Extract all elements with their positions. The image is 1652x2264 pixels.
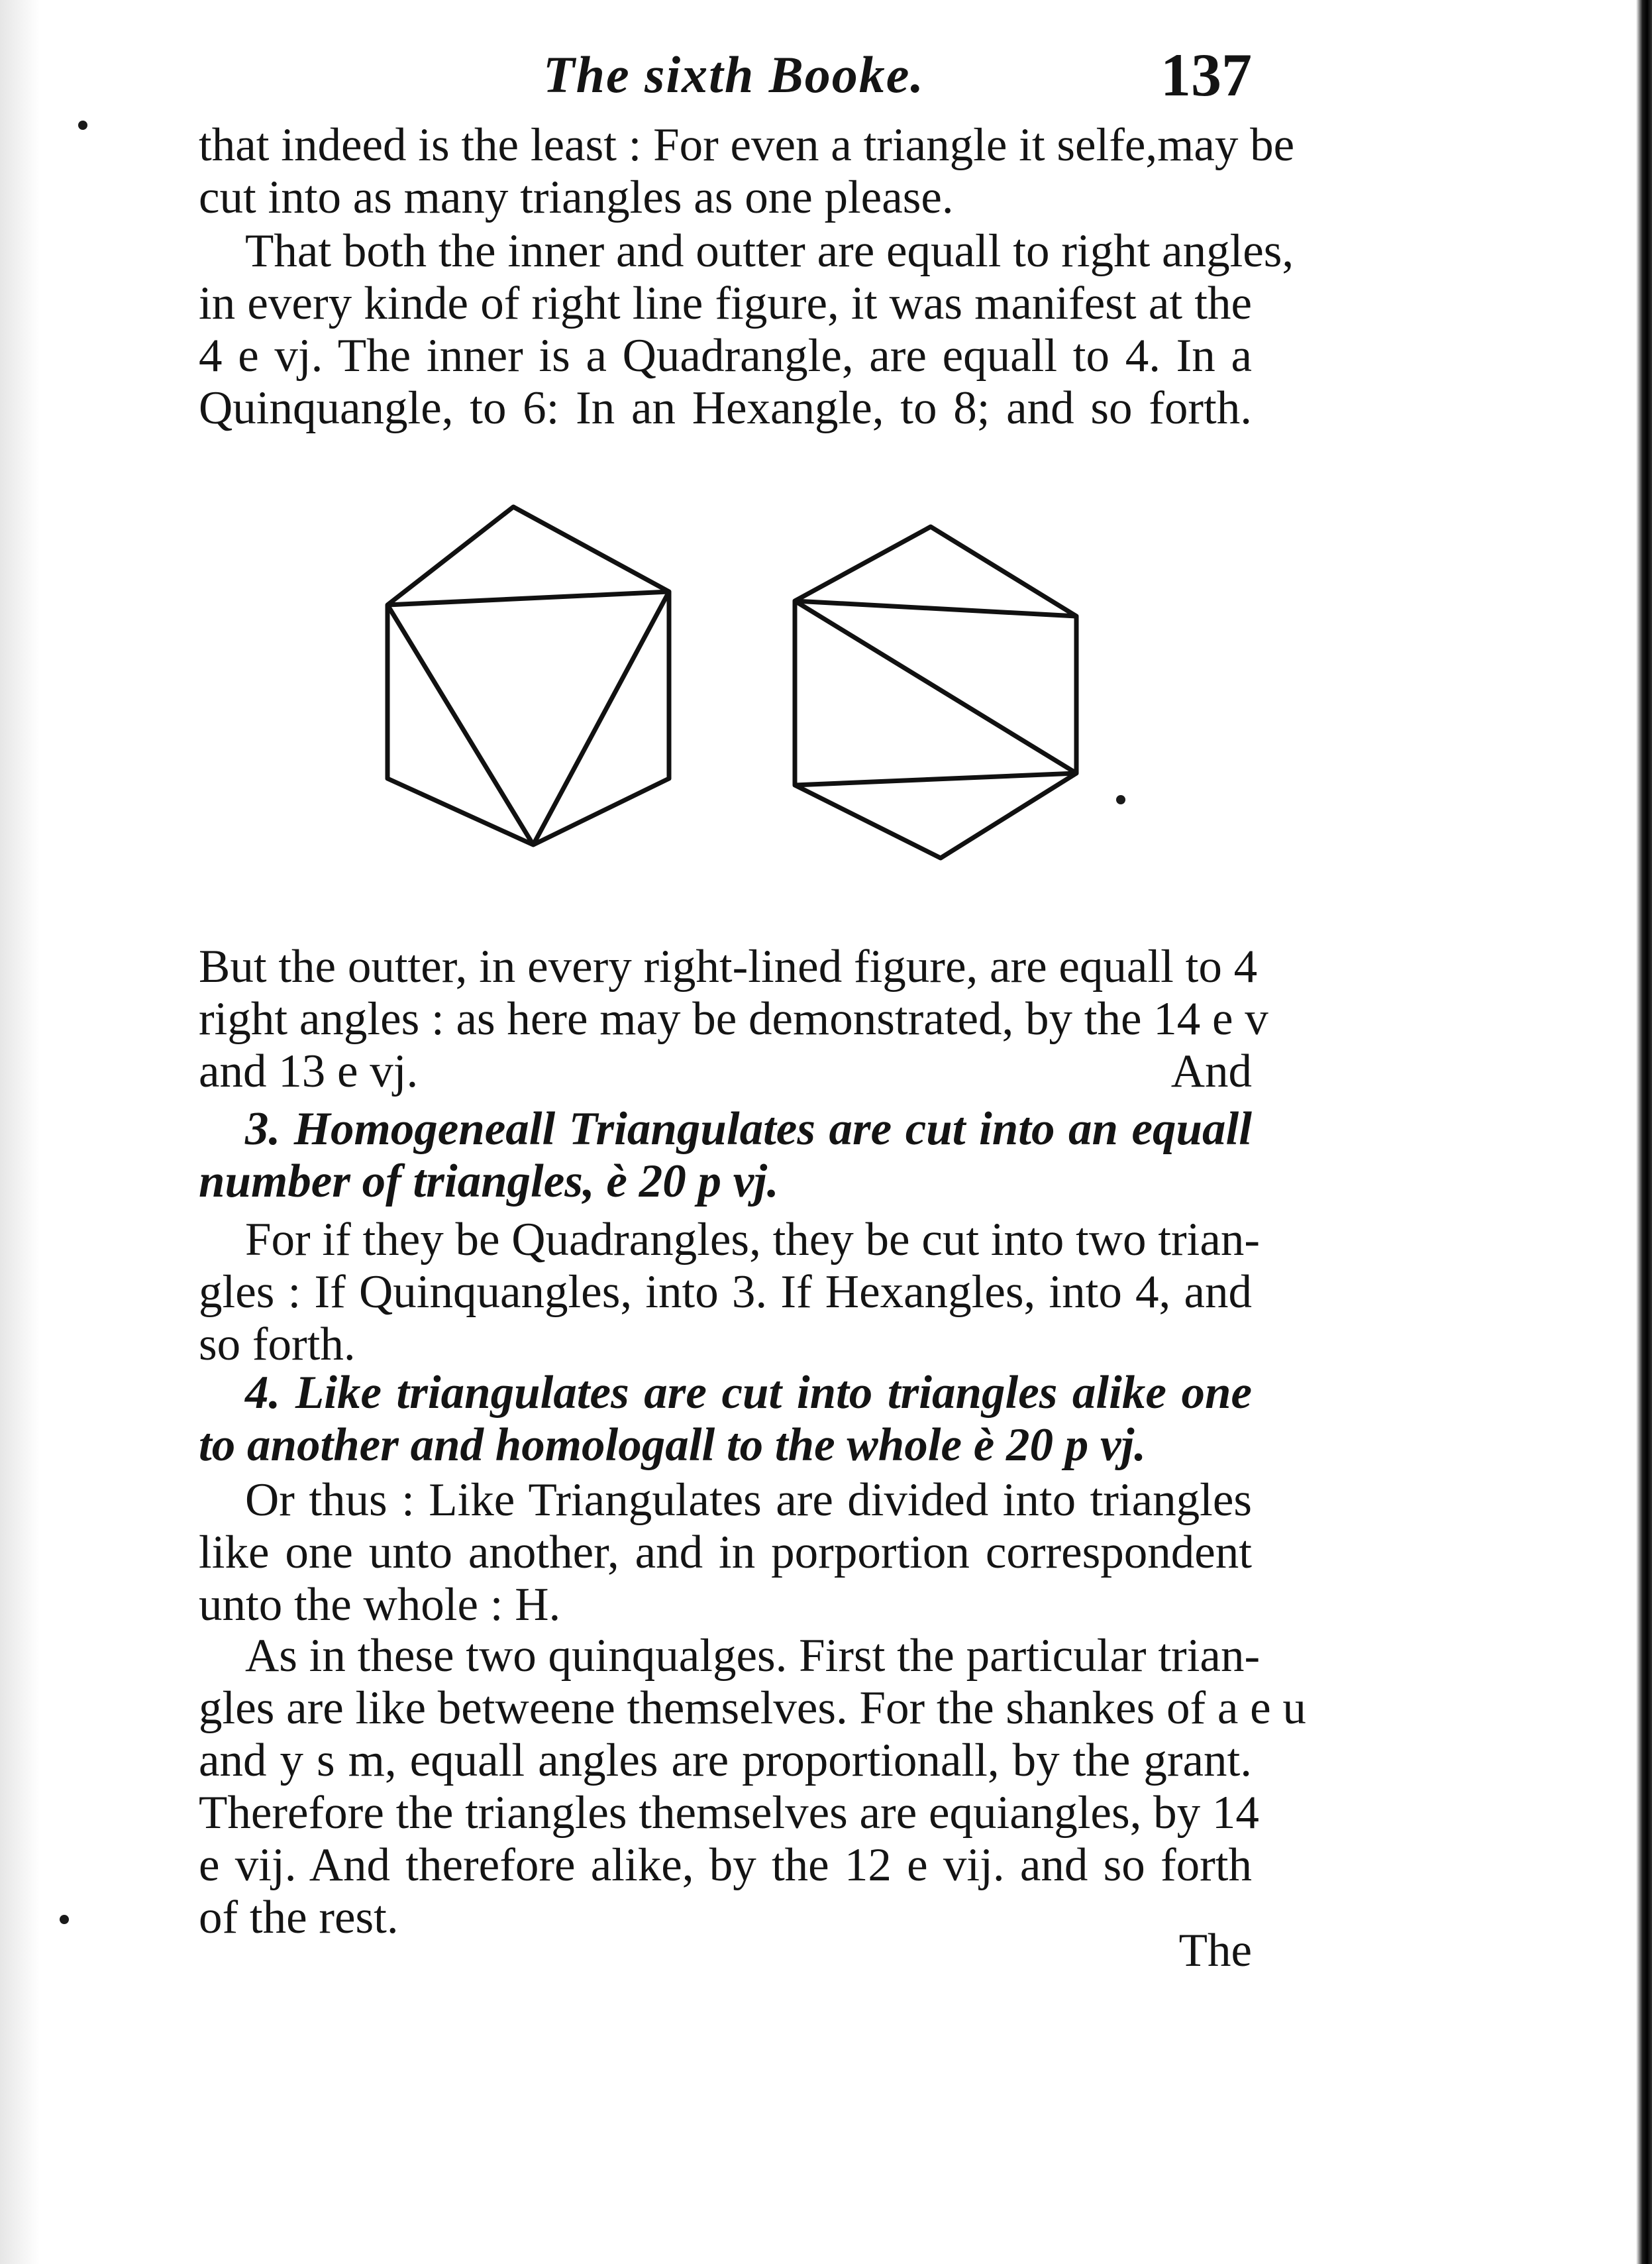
text-line: 3. Homogeneall Triangulates are cut into an equall [245, 1103, 1252, 1155]
text-line: gles are like betweene themselves. For the shankes of a e u [199, 1682, 1306, 1734]
text-line-left: and 13 e vj. [199, 1046, 419, 1097]
text-line: that indeed is the least : For even a triangle it selfe,may be [199, 119, 1295, 171]
text-line: Therefore the triangles themselves are equiangles, by 14 [199, 1787, 1259, 1839]
ink-speck [1116, 795, 1125, 804]
text-line: Or thus : Like Triangulates are divided into triangles [245, 1474, 1252, 1526]
catchword-the: The [1178, 1925, 1252, 1976]
page-edge-right [1636, 0, 1652, 2264]
paragraph-continuation [199, 119, 1295, 224]
text-line: For if they be Quadrangles, they be cut into two trian- [245, 1214, 1261, 1266]
text-line: As in these two quinqualges. First the particular trian- [245, 1630, 1261, 1682]
paragraph-inner-outer [199, 225, 1294, 435]
text-line: so forth. [199, 1319, 356, 1370]
page-number: 137 [1161, 41, 1252, 109]
proposition-3 [199, 1103, 1252, 1208]
page-header [199, 40, 1252, 113]
text-line: Quinquangle, to 6: In an Hexangle, to 8; and so forth. [199, 382, 1252, 434]
text-line: But the outter, in every right-lined figure, are equall to 4 [199, 941, 1258, 993]
proposition-4 [199, 1367, 1252, 1472]
ink-speck [60, 1915, 69, 1924]
text-line: of the rest. [199, 1892, 399, 1943]
catchword-and: And [1170, 1046, 1252, 1097]
hexagon-right [795, 527, 1076, 858]
text-line: to another and homologall to the whole è 20 p vj. [199, 1419, 1146, 1471]
hexagon-left [387, 507, 669, 845]
text-line: That both the inner and outter are equall to right angles, [245, 225, 1294, 277]
text-line: number of triangles, è 20 p vj. [199, 1156, 779, 1207]
text-line: e vij. And therefore alike, by the 12 e vij. and so forth [199, 1839, 1252, 1891]
text-line: 4 e vj. The inner is a Quadrangle, are equall to 4. In a [199, 330, 1252, 382]
paragraph-homogeneall [199, 1214, 1261, 1371]
paragraph-quinqualges [199, 1630, 1306, 1944]
text-line: gles : If Quinquangles, into 3. If Hexangles, into 4, and [199, 1266, 1252, 1318]
hexagon-figures [371, 500, 1219, 878]
text-line: right angles : as here may be demonstrated, by the 14 e v [199, 993, 1268, 1045]
paragraph-or-thus [199, 1474, 1252, 1631]
text-line: like one unto another, and in porportion correspondent [199, 1527, 1252, 1578]
paragraph-outter-angles [199, 941, 1268, 1098]
text-line: 4. Like triangulates are cut into triangles alike one [245, 1367, 1252, 1419]
text-line: and y s m, equall angles are proportionall, by the grant. [199, 1735, 1252, 1786]
ink-speck [78, 121, 87, 130]
footer-catchword [199, 1925, 1252, 1977]
page-shadow-left [0, 0, 40, 2264]
text-line: unto the whole : H. [199, 1579, 561, 1631]
text-line: in every kinde of right line figure, it was manifest at the [199, 278, 1252, 329]
running-head: The sixth Booke. [543, 46, 925, 103]
text-line: cut into as many triangles as one please. [199, 172, 954, 223]
text-line [199, 1046, 1252, 1098]
